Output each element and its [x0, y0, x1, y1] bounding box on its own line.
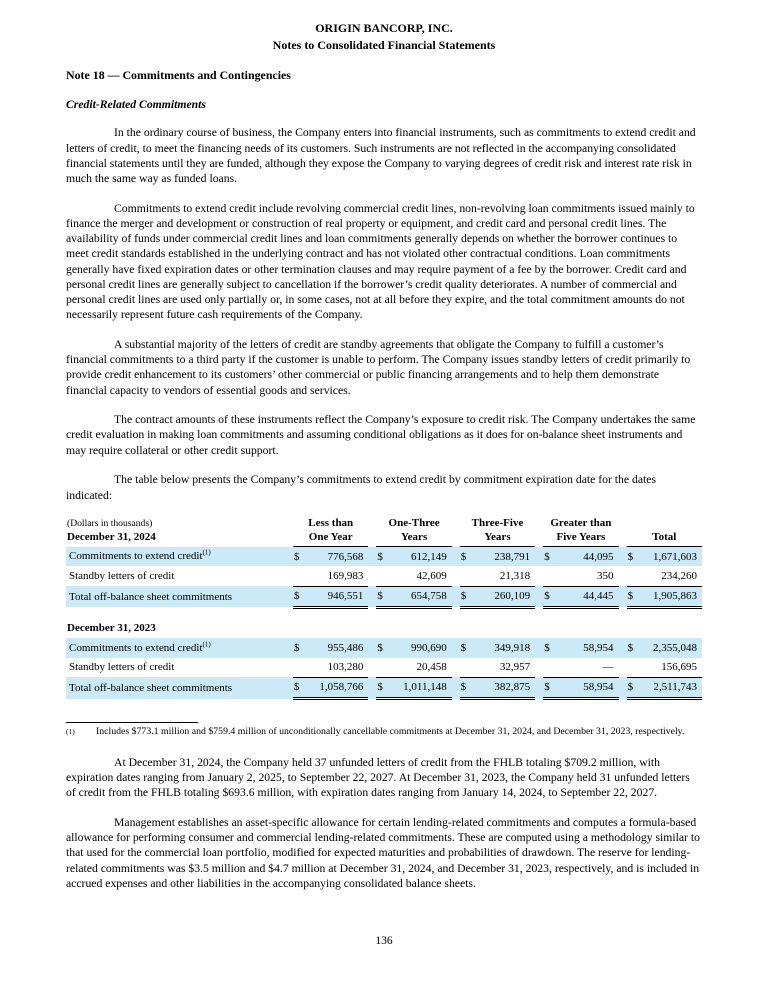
- value-cell: 2,355,048: [644, 638, 702, 657]
- value-cell: 44,095: [560, 547, 618, 567]
- gap-cell: [368, 677, 376, 698]
- table-row-total-2024: [66, 586, 702, 607]
- gap-cell: [619, 638, 627, 657]
- paragraph: Commitments to extend credit include revolving commercial credit lines, non-revolving loan commitments issued mainly to finance the merger and development or construction of real property or equipment, and credit card and personal credit lines. The availability of funds under commercial credit lines and loan commitments generally depends on whether the borrower continues to meet credit standards established in the underlying contract and has not violated other contractual conditions. Loan commitments generally have fixed expiration dates or other termination clauses and may require payment of a fee by the borrower. Credit card and personal credit lines are generally subject to cancellation if the borrower’s credit quality deteriorates. A number of commercial and personal credit lines are used only partially or, in some cases, not at all before they expire, and the total commitment amounts do not necessarily represent future cash requirements of the Company.: [66, 201, 695, 322]
- table-row-standby-2024: [66, 566, 702, 586]
- currency-cell: $: [293, 586, 310, 607]
- value-cell: 946,551: [310, 586, 368, 607]
- units-label: (Dollars in thousands): [67, 518, 153, 530]
- value-cell: 58,954: [560, 638, 618, 657]
- paragraph: Management establishes an asset-specific allowance for certain lending-related commitments and computes a formula-based allowance for performing consumer and commercial lending-related commitments. These are computed using a methodology similar to that used for the commercial loan portfolio, modified for expected maturities and probabilities of drawdown. The reserve for lending-related commitments was $3.5 million and $4.7 million at December 31, 2024, and December 31, 2023, respectively, and is included in accrued expenses and other liabilities in the accompanying consolidated balance sheets.: [66, 815, 700, 890]
- gap-cell: [452, 547, 460, 567]
- column-header: Greater than Five Years: [543, 517, 618, 546]
- value-cell: 21,318: [477, 566, 535, 586]
- commitments-table: [66, 517, 702, 700]
- page-number: 136: [375, 935, 393, 948]
- value-cell: 1,905,863: [644, 586, 702, 607]
- value-cell: 156,695: [644, 658, 702, 678]
- document-header: [66, 20, 702, 55]
- gap-cell: [535, 658, 543, 678]
- gap-cell: [619, 517, 627, 546]
- table-row-commitments-2023: [66, 638, 702, 657]
- footnote: [66, 726, 702, 739]
- table-caption-cell: [66, 517, 293, 546]
- footnote-ref: (1): [202, 640, 211, 649]
- section-date-2024: December 31, 2024: [67, 531, 156, 544]
- gap-cell: [535, 677, 543, 698]
- currency-cell: $: [376, 586, 393, 607]
- currency-cell: $: [293, 547, 310, 567]
- value-cell: 349,918: [477, 638, 535, 657]
- section-heading: Credit-Related Commitments: [66, 98, 206, 112]
- gap-cell: [619, 566, 627, 586]
- column-header: Total: [627, 517, 702, 546]
- value-cell: 955,486: [310, 638, 368, 657]
- section-date-2023: December 31, 2023: [67, 621, 156, 634]
- value-cell: 1,058,766: [310, 677, 368, 698]
- gap-cell: [368, 658, 376, 678]
- paragraph: At December 31, 2024, the Company held 37 unfunded letters of credit from the FHLB totaling $709.2 million, with expiration dates ranging from January 2, 2025, to September 22, 2027. At December 31, 2023, the Company held 31 unfunded letters of credit from the FHLB totaling $693.6 million, with expiration dates ranging from January 14, 2024, to September 22, 2027.: [66, 755, 690, 800]
- gap-cell: [368, 547, 376, 567]
- value-cell: 238,791: [477, 547, 535, 567]
- row-label: Commitments to extend credit$^{(1)}$: [66, 547, 293, 567]
- currency-cell: $: [627, 677, 644, 698]
- currency-cell: [460, 658, 477, 678]
- currency-cell: $: [627, 547, 644, 567]
- currency-cell: $: [376, 638, 393, 657]
- currency-cell: [376, 566, 393, 586]
- currency-cell: $: [543, 586, 560, 607]
- value-cell: 2,511,743: [644, 677, 702, 698]
- gap-cell: [452, 638, 460, 657]
- currency-cell: [543, 658, 560, 678]
- table-row-commitments-2024: [66, 547, 702, 567]
- gap-cell: [368, 566, 376, 586]
- footnote-marker: (1): [66, 727, 75, 737]
- gap-cell: [452, 677, 460, 698]
- value-cell: 42,609: [394, 566, 452, 586]
- currency-cell: $: [543, 677, 560, 698]
- currency-cell: $: [376, 547, 393, 567]
- footnote-ref: (1): [202, 548, 211, 557]
- gap-cell: [619, 586, 627, 607]
- value-cell: —: [560, 658, 618, 678]
- gap-cell: [368, 638, 376, 657]
- spacer-row: [66, 607, 702, 618]
- currency-cell: [293, 658, 310, 678]
- value-cell: 169,983: [310, 566, 368, 586]
- currency-cell: $: [543, 547, 560, 567]
- value-cell: 32,957: [477, 658, 535, 678]
- value-cell: 382,875: [477, 677, 535, 698]
- value-cell: 103,280: [310, 658, 368, 678]
- currency-cell: $: [627, 638, 644, 657]
- value-cell: 654,758: [394, 586, 452, 607]
- gap-cell: [619, 677, 627, 698]
- currency-cell: $: [460, 638, 477, 657]
- footnote-divider: [66, 722, 198, 723]
- value-cell: 990,690: [394, 638, 452, 657]
- currency-cell: $: [293, 638, 310, 657]
- value-cell: 776,568: [310, 547, 368, 567]
- value-cell: 44,445: [560, 586, 618, 607]
- table-header-row: [66, 517, 702, 546]
- table-row-total-2023: [66, 677, 702, 698]
- gap-cell: [452, 658, 460, 678]
- paragraph: In the ordinary course of business, the Company enters into financial instruments, such as commitments to extend credit and letters of credit, to meet the financing needs of its customers. Such instruments are not reflected in the accompanying consolidated financial statements until they are funded, although they expose the Company to varying degrees of credit risk and interest rate risk in much the same way as funded loans.: [66, 126, 696, 186]
- currency-cell: $: [460, 586, 477, 607]
- value-cell: 20,458: [394, 658, 452, 678]
- gap-cell: [452, 566, 460, 586]
- column-header: Three-Five Years: [460, 517, 535, 546]
- currency-cell: [627, 658, 644, 678]
- currency-cell: [627, 566, 644, 586]
- value-cell: 1,671,603: [644, 547, 702, 567]
- gap-cell: [619, 547, 627, 567]
- company-name: ORIGIN BANCORP, INC.: [315, 21, 453, 35]
- currency-cell: [460, 566, 477, 586]
- currency-cell: $: [376, 677, 393, 698]
- paragraph: A substantial majority of the letters of credit are standby agreements that obligate the Company to fulfill a customer’s financial commitments to a third party if the customer is unable to perform. The Company issues standby letters of credit primarily to provide credit enhancement to its customers’ other commercial or public financing arrangements and to help them demonstrate financial capacity to vendors of essential goods and services.: [66, 337, 691, 397]
- gap-cell: [535, 547, 543, 567]
- currency-cell: $: [460, 677, 477, 698]
- value-cell: 612,149: [394, 547, 452, 567]
- gap-cell: [619, 658, 627, 678]
- paragraph: The contract amounts of these instruments reflect the Company’s exposure to credit risk. The Company undertakes the same credit evaluation in making loan commitments and assuming conditional obligations as it does for on-balance sheet instruments and may require collateral or other credit support.: [66, 413, 696, 457]
- gap-cell: [368, 586, 376, 607]
- value-cell: 234,260: [644, 566, 702, 586]
- currency-cell: [376, 658, 393, 678]
- gap-cell: [452, 517, 460, 546]
- currency-cell: $: [293, 677, 310, 698]
- currency-cell: $: [460, 547, 477, 567]
- value-cell: 350: [560, 566, 618, 586]
- currency-cell: $: [543, 638, 560, 657]
- row-label: Total off-balance sheet commitments: [66, 586, 293, 607]
- gap-cell: [535, 566, 543, 586]
- currency-cell: $: [627, 586, 644, 607]
- section-date-row: [66, 618, 702, 638]
- table-row-standby-2023: [66, 658, 702, 678]
- column-header: One-Three Years: [376, 517, 451, 546]
- gap-cell: [368, 517, 376, 546]
- column-header: Less than One Year: [293, 517, 368, 546]
- document-subtitle: Notes to Consolidated Financial Statements: [272, 38, 496, 53]
- value-cell: 58,954: [560, 677, 618, 698]
- note-heading: Note 18 — Commitments and Contingencies: [66, 67, 291, 82]
- currency-cell: [293, 566, 310, 586]
- value-cell: 260,109: [477, 586, 535, 607]
- paragraph: The table below presents the Company’s commitments to extend credit by commitment expiration date for the dates indicated:: [66, 473, 657, 502]
- gap-cell: [535, 517, 543, 546]
- gap-cell: [535, 586, 543, 607]
- gap-cell: [452, 586, 460, 607]
- gap-cell: [535, 638, 543, 657]
- currency-cell: [543, 566, 560, 586]
- row-label: Commitments to extend credit$^{(1)}$: [66, 638, 293, 657]
- value-cell: 1,011,148: [394, 677, 452, 698]
- footnote-text: Includes $773.1 million and $759.4 million of unconditionally cancellable commitments at December 31, 2024, and December 31, 2023, respectively.: [96, 726, 685, 738]
- row-label: Total off-balance sheet commitments: [66, 677, 293, 698]
- row-label: Standby letters of credit: [69, 661, 175, 674]
- row-label: Standby letters of credit: [69, 570, 175, 583]
